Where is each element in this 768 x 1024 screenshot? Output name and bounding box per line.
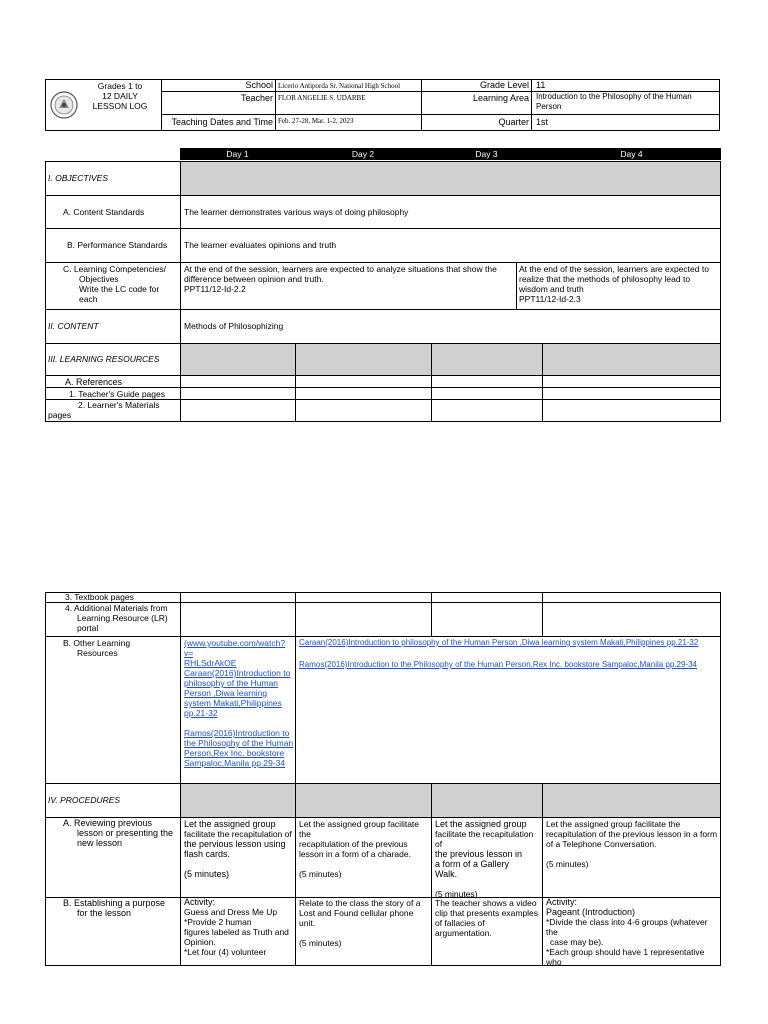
day-2-header: Day 2: [351, 149, 375, 159]
proc-b-day3-line: argumentation.: [435, 928, 492, 938]
resources-title: III. LEARNING RESOURCES: [48, 354, 160, 364]
proc-b-day1-line: Guess and Dress Me Up: [184, 907, 278, 917]
proc-b-day2-line: (5 minutes): [299, 938, 342, 948]
day-1-header: Day 1: [226, 149, 249, 159]
grade-level-value: 11: [536, 80, 546, 90]
proc-a-day3-line: Walk.: [435, 869, 458, 879]
proc-b-day4-line: case may be).: [550, 937, 604, 947]
proc-b-day1-line: Activity:: [184, 897, 216, 907]
header-table: [45, 79, 720, 131]
objectives-title: I. OBJECTIVES: [48, 173, 108, 183]
proc-b-day4-line: Activity:: [546, 897, 578, 907]
learners-materials-label-2: pages: [48, 410, 72, 420]
proc-a-day3-line: (5 minutes): [435, 889, 478, 899]
quarter-value: 1st: [536, 117, 549, 127]
proc-a-day1-line: Let the assigned group: [184, 819, 276, 829]
content-title: II. CONTENT: [48, 321, 99, 331]
deped-seal-logo: [50, 91, 78, 119]
proc-a-day4-line: Let the assigned group facilitate the: [546, 819, 681, 829]
proc-a-label-2: lesson or presenting the: [77, 828, 174, 838]
grades-label-3: LESSON LOG: [92, 101, 148, 111]
procedures-title: IV. PROCEDURES: [48, 795, 121, 805]
lesson-table-page1: [45, 148, 721, 422]
proc-b-day3-line: of fallacies of: [435, 918, 485, 928]
content-standards-label: A. Content Standards: [63, 207, 145, 217]
grades-label-2: 12 DAILY: [102, 91, 138, 101]
proc-a-day2-line: lesson in a form of a charade.: [299, 849, 411, 859]
lc-day4-line2: realize that the methods of philosophy lead to: [519, 274, 691, 284]
lc-day4-line3: wisdom and truth: [519, 284, 584, 294]
day1-link-line[interactable]: the Philosophy of the Human: [184, 738, 294, 748]
lc-days-1-3-line2: difference between opinion and truth.: [184, 274, 324, 284]
learning-area-label: Learning Area: [472, 93, 529, 103]
day1-link-line[interactable]: Caraan(2016)Introduction to: [184, 668, 291, 678]
additional-label-1: 4. Additional Materials from: [65, 603, 168, 613]
proc-a-day4-line: (5 minutes): [546, 859, 589, 869]
day1-link-line[interactable]: (www.youtube.com/watch?v=: [184, 638, 286, 658]
teacher-value: FLOR ANGELIE S. UDARBE: [278, 94, 366, 102]
day1-link-line[interactable]: Ramos(2016)Introduction to: [184, 728, 290, 738]
lc-label-4: each: [79, 294, 98, 304]
proc-b-day1-line: figures labeled as Truth and: [184, 927, 289, 937]
learners-materials-label-1: 2. Learner's Materials: [78, 400, 160, 410]
grade-level-label: Grade Level: [479, 80, 529, 90]
lc-label-2: Objectives: [79, 274, 119, 284]
teacher-label: Teacher: [240, 93, 273, 103]
proc-a-day1-line: flash cards.: [184, 849, 231, 859]
lc-days-1-3-line1: At the end of the session, learners are expected to analyze situations that show the: [184, 264, 497, 274]
performance-standards-value: The learner evaluates opinions and truth: [184, 240, 337, 250]
wide-resource-link-2[interactable]: Ramos(2016)Introduction to the Philosophy of the Human Person,Rex Inc. bookstore Sampaloc,Manila pp.29-34: [299, 660, 697, 669]
other-resources-label-1: B. Other Learning: [63, 638, 131, 648]
school-value: Licerio Antiporda Sr. National High School: [278, 82, 401, 90]
proc-a-day2-line: recapitulation of the previous: [299, 839, 408, 849]
grades-label-1: Grades 1 to: [97, 81, 143, 91]
proc-a-day3-line: the previous lesson in: [435, 849, 523, 859]
proc-a-label-1: A. Reviewing previous: [63, 818, 153, 828]
proc-a-day3-line: a form of a Gallery: [435, 859, 510, 869]
day1-link-line[interactable]: system Makati,Philippines: [184, 698, 282, 708]
dates-label: Teaching Dates and Time: [171, 117, 273, 127]
quarter-label: Quarter: [498, 117, 529, 127]
proc-a-day1-line: facilitate the recapitulation of: [184, 829, 292, 839]
proc-b-day2-line: Relate to the class the story of a: [299, 898, 421, 908]
content-value: Methods of Philosophizing: [184, 321, 284, 331]
teachers-guide-label: 1. Teacher's Guide pages: [69, 389, 165, 399]
proc-b-day4-line: Pageant (Introduction): [546, 907, 636, 917]
day1-link-line[interactable]: Person,Rex Inc. bookstore: [184, 748, 285, 758]
additional-label-3: portal: [77, 623, 99, 633]
proc-a-day1-line: the pervious lesson using: [184, 839, 286, 849]
day1-link-line[interactable]: philosophy of the Human: [184, 678, 279, 688]
proc-b-day1-line: *Let four (4) volunteer: [184, 947, 267, 957]
lc-day4-code: PPT11/12-Id-2.3: [519, 294, 581, 304]
textbook-label: 3. Textbook pages: [65, 592, 134, 602]
proc-a-day4-line: recapitulation of the previous lesson in a form: [546, 829, 718, 839]
proc-b-day4-line: *Divide the class into 4-6 groups (whatever the: [546, 917, 708, 937]
proc-a-day2-line: (5 minutes): [299, 869, 342, 879]
proc-a-day4-line: of a Telephone Conversation.: [546, 839, 657, 849]
day-3-header: Day 3: [475, 149, 498, 159]
lc-day4-line1: At the end of the session, learners are expected to: [519, 264, 709, 274]
day1-link-line[interactable]: pp.21-32: [184, 708, 218, 718]
references-label: A. References: [65, 377, 123, 387]
wide-resource-link-1[interactable]: Caraan(2016)Introduction to philosophy of the Human Person ,Diwa learning system Makati,Philippines pp.21-32: [299, 638, 699, 647]
dates-value: Feb. 27-28, Mar. 1-2, 2023: [278, 117, 354, 125]
proc-a-day3-line: Let the assigned group: [435, 819, 527, 829]
day1-link-line[interactable]: Person ,Diwa learning: [184, 688, 268, 698]
lc-label-1: C. Learning Competencies/: [63, 264, 167, 274]
lesson-table-page2: [45, 592, 721, 966]
proc-a-label-3: new lesson: [77, 838, 123, 848]
lc-days-1-3-code: PPT11/12-Id-2.2: [184, 284, 246, 294]
proc-b-label-1: B. Establishing a purpose: [63, 898, 166, 908]
day1-link-line[interactable]: RHLSdrAkOE: [184, 658, 237, 668]
proc-b-day1-line: *Provide 2 human: [184, 917, 252, 927]
proc-b-day4-line: *Each group should have 1 representative who: [546, 947, 705, 967]
proc-a-day1-line: (5 minutes): [184, 869, 230, 879]
lc-label-3: Write the LC code for: [79, 284, 160, 294]
content-standards-value: The learner demonstrates various ways of doing philosophy: [184, 207, 409, 217]
proc-a-day2-line: Let the assigned group facilitate the: [299, 819, 420, 839]
additional-label-2: Learning Resource (LR): [77, 613, 168, 623]
proc-b-label-2: for the lesson: [77, 908, 132, 918]
performance-standards-label: B. Performance Standards: [67, 240, 168, 250]
learning-area-value: Introduction to the Philosophy of the Human Person: [536, 92, 692, 111]
proc-b-day3-line: clip that presents examples: [435, 908, 538, 918]
proc-b-day2-line: Lost and Found cellular phone unit.: [299, 908, 414, 928]
proc-b-day1-line: Opinion.: [184, 937, 216, 947]
other-resources-label-2: Resources: [77, 648, 118, 658]
proc-b-day3-line: The teacher shows a video: [435, 898, 537, 908]
day-4-header: Day 4: [620, 149, 643, 159]
day1-link-line[interactable]: Sampaloc,Manila pp.29-34: [184, 758, 286, 768]
school-label: School: [245, 80, 273, 90]
proc-a-day3-line: facilitate the recapitulation of: [435, 829, 534, 849]
